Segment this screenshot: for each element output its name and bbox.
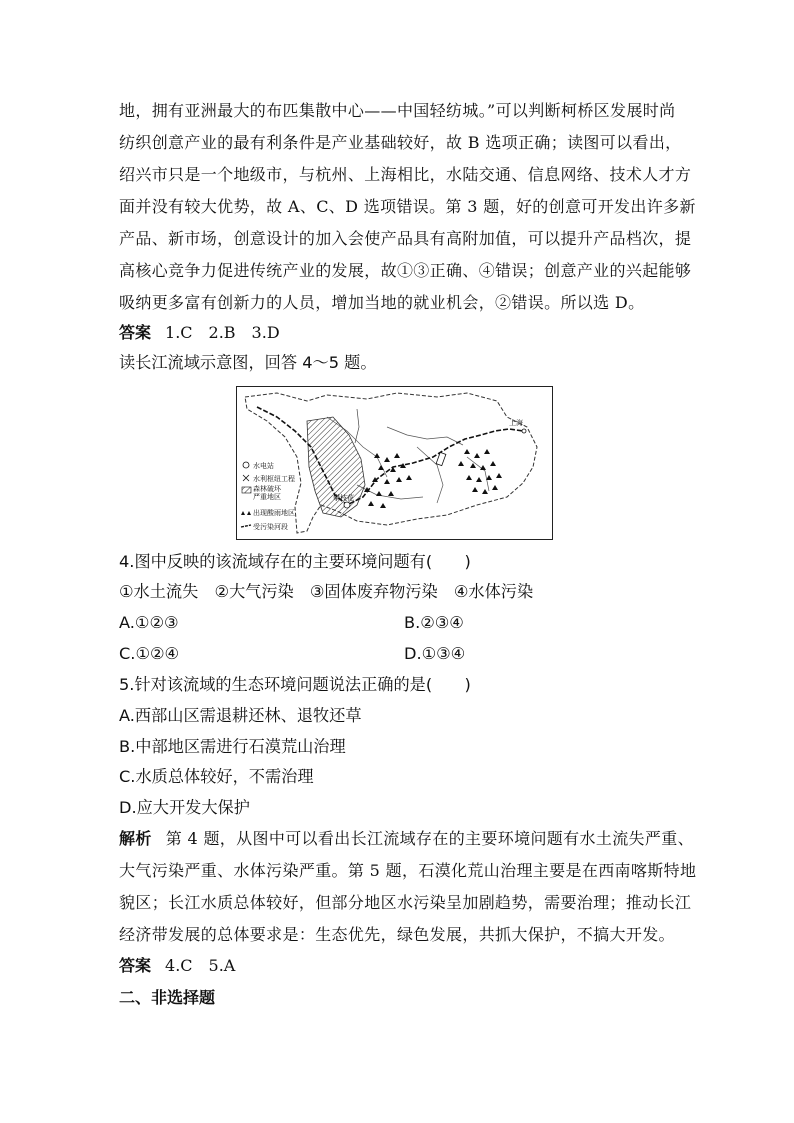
q5-option-b[interactable]: B.中部地区需进行石漠荒山治理 <box>119 737 346 756</box>
hatch-icon <box>242 487 251 493</box>
q5-option-a[interactable]: A.西部山区需退耕还林、退牧还草 <box>119 706 362 725</box>
legend-label: 森林破坏 <box>253 485 281 493</box>
q4-option-a[interactable]: A.①②③ <box>119 613 179 632</box>
analysis-line-1 <box>119 829 694 849</box>
q4-row-2 <box>119 644 679 664</box>
q4-items: ①水土流失 ②大气污染 ③固体废弃物污染 ④水体污染 <box>119 582 534 601</box>
acid-rain-icon <box>241 511 251 515</box>
passage-line-4: 面并没有较大优势，故 A、C、D 选项错误。第 3 题，好的创意可开发出许多新 <box>119 197 696 216</box>
map-legend <box>241 461 295 531</box>
passage-line-1: 地，拥有亚洲最大的布匹集散中心——中国轻纺城。”可以判断柯桥区发展时尚 <box>119 101 676 120</box>
q4-option-b[interactable]: B.②③④ <box>404 613 464 632</box>
section-heading: 二、非选择题 <box>119 988 216 1007</box>
answer-label: 答案 <box>119 323 152 342</box>
water-project-icon <box>243 475 249 481</box>
answer-row-2 <box>119 956 679 976</box>
analysis-line-4: 经济带发展的总体要求是：生态优先，绿色发展，共抓大保护，不搞大开发。 <box>119 925 675 944</box>
q5-stem: 5.针对该流域的生态环境问题说法正确的是( ) <box>119 675 471 694</box>
legend-label: 出现酸雨地区 <box>253 509 295 517</box>
analysis-label: 解析 <box>119 829 152 848</box>
q5-option-c[interactable]: C.水质总体较好，不需治理 <box>119 767 314 786</box>
legend-label: 严重地区 <box>253 493 281 501</box>
polluted-river-icon <box>241 525 251 527</box>
map-drawing <box>237 387 552 539</box>
q4-stem: 4.图中反映的该流域存在的主要环境问题有( ) <box>119 552 471 571</box>
analysis-text: 第 4 题，从图中可以看出长江流域存在的主要环境问题有水土流失严重、 <box>165 829 694 848</box>
yangtze-basin-map <box>236 386 553 540</box>
q4-option-d[interactable]: D.①③④ <box>404 644 466 663</box>
shanghai-label: 上海 <box>509 419 523 427</box>
q4-option-c[interactable]: C.①②④ <box>119 644 179 663</box>
passage-line-2: 纺织创意产业的最有利条件是产业基础较好，故 B 选项正确；读图可以看出， <box>119 133 682 152</box>
answer-row-1 <box>119 323 679 343</box>
legend-label: 受污染河段 <box>253 523 288 531</box>
legend-label: 水电站 <box>253 462 274 470</box>
passage-line-7: 吸纳更多富有创新力的人员，增加当地的就业机会，②错误。所以选 D。 <box>119 293 645 312</box>
answer-text: 1.C 2.B 3.D <box>165 323 280 342</box>
map-intro: 读长江流域示意图，回答 4～5 题。 <box>119 353 377 372</box>
passage-line-6: 高核心竞争力促进传统产业的发展，故①③正确、④错误；创意产业的兴起能够 <box>119 261 692 280</box>
answer-label: 答案 <box>119 956 152 975</box>
analysis-line-3: 貌区；长江水质总体较好，但部分地区水污染呈加剧趋势，需要治理；推动长江 <box>119 893 692 912</box>
panzhihua-label: 攀枝花 <box>333 494 354 502</box>
hydropower-icon <box>243 462 249 468</box>
passage-line-3: 绍兴市只是一个地级市，与杭州、上海相比，水陆交通、信息网络、技术人才方 <box>119 165 692 184</box>
passage-line-5: 产品、新市场，创意设计的加入会使产品具有高附加值，可以提升产品档次，提 <box>119 229 692 248</box>
q4-row-1 <box>119 613 679 633</box>
q5-option-d[interactable]: D.应大开发大保护 <box>119 798 250 817</box>
legend-label: 水利枢纽工程 <box>253 475 295 483</box>
answer-text: 4.C 5.A <box>165 956 236 975</box>
analysis-line-2: 大气污染严重、水体污染严重。第 5 题，石漠化荒山治理主要是在西南喀斯特地 <box>119 861 697 880</box>
